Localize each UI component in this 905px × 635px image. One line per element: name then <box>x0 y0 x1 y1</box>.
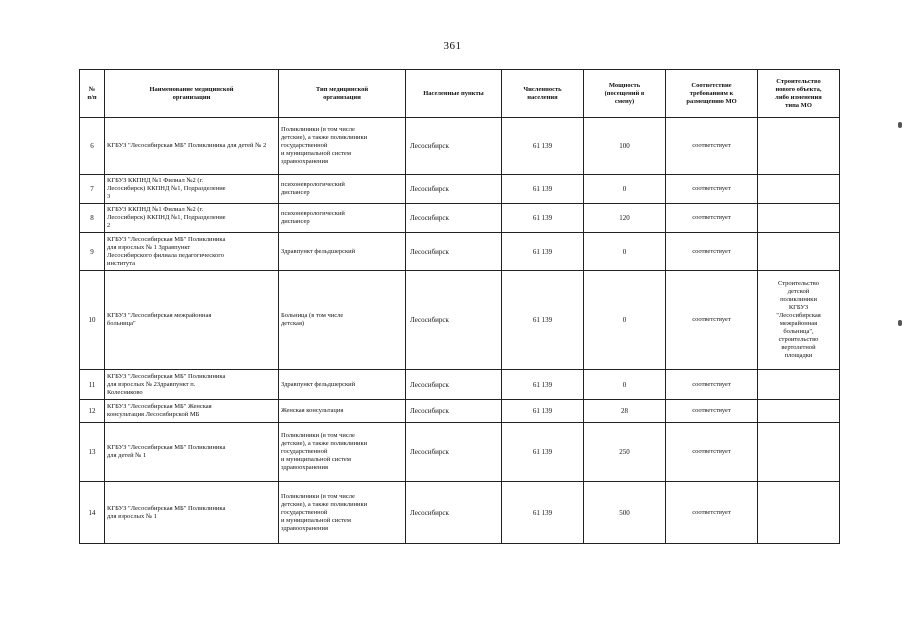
header-num: № п/п <box>80 70 105 118</box>
org-type: психоневрологический диспансер <box>279 204 406 233</box>
capacity: 28 <box>584 400 666 423</box>
row-num: 7 <box>80 175 105 204</box>
margin-mark <box>898 122 902 128</box>
header-construction: Строительство нового объекта, либо изменения типа МО <box>758 70 840 118</box>
compliance: соответствует <box>666 118 758 175</box>
capacity: 0 <box>584 233 666 271</box>
table-row <box>80 204 840 233</box>
locality: Лесосибирск <box>406 233 502 271</box>
header-population: Численность населения <box>502 70 584 118</box>
capacity: 0 <box>584 370 666 400</box>
locality: Лесосибирск <box>406 175 502 204</box>
org-name: КГБУЗ "Лесосибирская МБ" Женская консультация Лесосибирской МБ <box>105 400 279 423</box>
compliance: соответствует <box>666 271 758 370</box>
org-type: Больница (в том числе детская) <box>279 271 406 370</box>
org-type: Поликлиники (в том числе детские), а также поликлиники государственной и муниципальной систем здравоохранения <box>279 482 406 544</box>
compliance: соответствует <box>666 423 758 482</box>
population: 61 139 <box>502 204 584 233</box>
population: 61 139 <box>502 233 584 271</box>
org-name: КГБУЗ ККПНД №1 Филиал №2 (г. Лесосибирск) ККПНД №1, Подразделение 3 <box>105 175 279 204</box>
table-row <box>80 370 840 400</box>
compliance: соответствует <box>666 204 758 233</box>
org-type: Женская консультация <box>279 400 406 423</box>
capacity: 100 <box>584 118 666 175</box>
margin-mark <box>898 320 902 326</box>
org-type: психоневрологический диспансер <box>279 175 406 204</box>
compliance: соответствует <box>666 175 758 204</box>
table-row <box>80 271 840 370</box>
construction <box>758 423 840 482</box>
org-name: КГБУЗ "Лесосибирская МБ" Поликлиника для взрослых № 1 Здравпункт Лесосибирского филиала педагогического института <box>105 233 279 271</box>
org-type: Поликлиники (в том числе детские), а также поликлиники государственной и муниципальной систем здравоохранения <box>279 423 406 482</box>
org-name: КГБУЗ "Лесосибирская МБ" Поликлиника для взрослых № 2Здравпункт п. Колесниково <box>105 370 279 400</box>
construction <box>758 400 840 423</box>
header-locality: Населенные пункты <box>406 70 502 118</box>
org-type: Поликлиники (в том числе детские), а также поликлиники государственной и муниципальной систем здравоохранения <box>279 118 406 175</box>
locality: Лесосибирск <box>406 204 502 233</box>
construction <box>758 204 840 233</box>
locality: Лесосибирск <box>406 423 502 482</box>
capacity: 250 <box>584 423 666 482</box>
population: 61 139 <box>502 370 584 400</box>
table-row <box>80 118 840 175</box>
construction <box>758 175 840 204</box>
capacity: 120 <box>584 204 666 233</box>
medical-organizations-table <box>79 69 840 544</box>
header-name: Наименование медицинской организации <box>105 70 279 118</box>
construction <box>758 482 840 544</box>
org-type: Здравпункт фельдшерский <box>279 233 406 271</box>
population: 61 139 <box>502 118 584 175</box>
locality: Лесосибирск <box>406 271 502 370</box>
compliance: соответствует <box>666 233 758 271</box>
row-num: 6 <box>80 118 105 175</box>
row-num: 11 <box>80 370 105 400</box>
row-num: 13 <box>80 423 105 482</box>
org-name: КГБУЗ "Лесосибирская МБ" Поликлиника для детей № 2 <box>105 118 279 175</box>
capacity: 500 <box>584 482 666 544</box>
locality: Лесосибирск <box>406 400 502 423</box>
population: 61 139 <box>502 400 584 423</box>
table-row <box>80 233 840 271</box>
org-name: КГБУЗ ККПНД №1 Филиал №2 (г. Лесосибирск) ККПНД №1, Подразделение 2 <box>105 204 279 233</box>
table-row <box>80 482 840 544</box>
table-header <box>80 70 840 118</box>
header-type: Тип медицинской организации <box>279 70 406 118</box>
locality: Лесосибирск <box>406 482 502 544</box>
row-num: 12 <box>80 400 105 423</box>
construction <box>758 118 840 175</box>
population: 61 139 <box>502 482 584 544</box>
capacity: 0 <box>584 271 666 370</box>
table-row <box>80 175 840 204</box>
capacity: 0 <box>584 175 666 204</box>
construction <box>758 233 840 271</box>
population: 61 139 <box>502 175 584 204</box>
header-row <box>80 70 840 118</box>
locality: Лесосибирск <box>406 118 502 175</box>
row-num: 10 <box>80 271 105 370</box>
construction: Строительство детской поликлиники КГБУЗ "Лесосибирская межрайонная больница", строительство вертолетной площадки <box>758 271 840 370</box>
table-row <box>80 400 840 423</box>
compliance: соответствует <box>666 482 758 544</box>
header-capacity: Мощность (посещений в смену) <box>584 70 666 118</box>
org-name: КГБУЗ "Лесосибирская МБ" Поликлиника для детей № 1 <box>105 423 279 482</box>
org-name: КГБУЗ "Лесосибирская МБ" Поликлиника для взрослых № 1 <box>105 482 279 544</box>
header-compliance: Соответствие требованиям к размещению МО <box>666 70 758 118</box>
org-name: КГБУЗ "Лесосибирская межрайонная больница" <box>105 271 279 370</box>
table-row <box>80 423 840 482</box>
table-body <box>80 118 840 544</box>
row-num: 14 <box>80 482 105 544</box>
locality: Лесосибирск <box>406 370 502 400</box>
population: 61 139 <box>502 423 584 482</box>
row-num: 9 <box>80 233 105 271</box>
org-type: Здравпункт фельдшерский <box>279 370 406 400</box>
construction <box>758 370 840 400</box>
compliance: соответствует <box>666 400 758 423</box>
population: 61 139 <box>502 271 584 370</box>
row-num: 8 <box>80 204 105 233</box>
page-number: 361 <box>443 40 462 52</box>
compliance: соответствует <box>666 370 758 400</box>
